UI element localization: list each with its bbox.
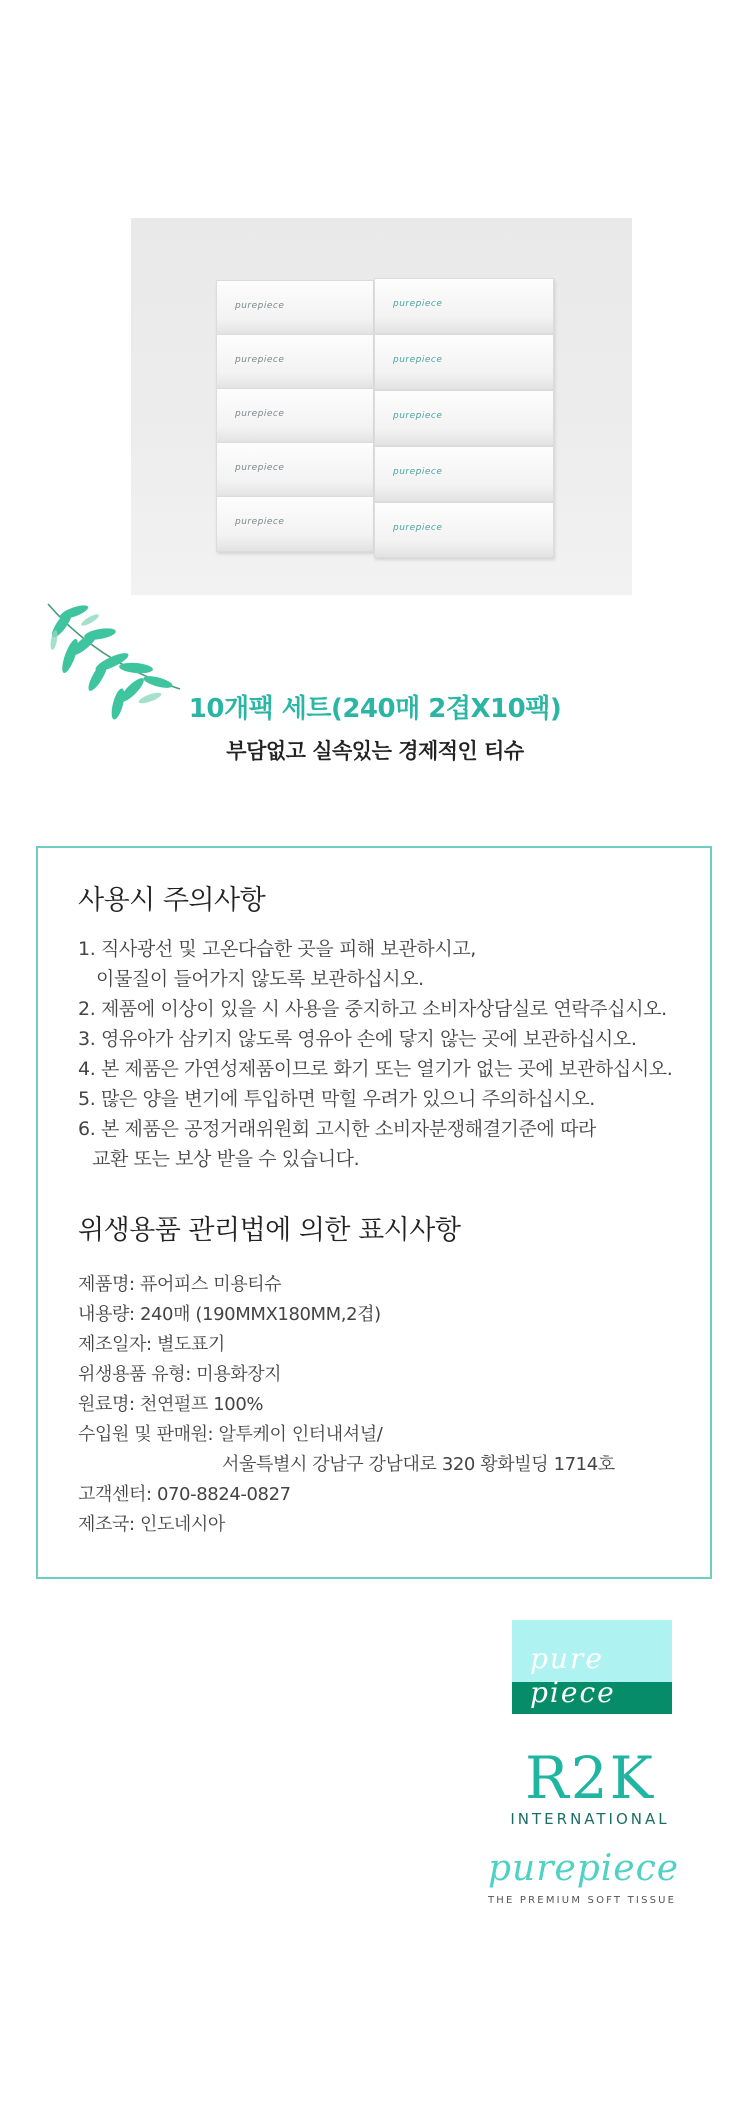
headline: 10개팩 세트(240매 2겹X10팩): [188, 694, 562, 724]
labeling-title: 위생용품 관리법에 의한 표시사항: [78, 1215, 461, 1246]
caution-item: 이물질이 들어가지 않도록 보관하십시오.: [96, 968, 424, 990]
tissue-box: purepiece: [216, 442, 374, 498]
spec-line: 수입원 및 판매원: 알투케이 인터내셔널/: [78, 1424, 383, 1445]
r2k-logo: [505, 1744, 675, 1828]
logo-word-pure: pure: [530, 1642, 604, 1675]
caution-item: 3. 영유아가 삼키지 않도록 영유아 손에 닿지 않는 곳에 보관하십시오.: [78, 1028, 637, 1050]
spec-line: 제조국: 인도네시아: [78, 1514, 225, 1535]
tissue-box: purepiece: [216, 280, 374, 336]
product-photo: [131, 218, 632, 595]
logo-word-piece: piece: [530, 1676, 616, 1709]
spec-line: 내용량: 240매 (190MMX180MM,2겹): [78, 1304, 381, 1325]
notice-box: [36, 846, 712, 1579]
spec-line: 고객센터: 070-8824-0827: [78, 1484, 291, 1505]
r2k-subtitle: INTERNATIONAL: [510, 1810, 670, 1828]
spec-line: 제조일자: 별도표기: [78, 1334, 225, 1355]
subline: 부담없고 실속있는 경제적인 티슈: [226, 739, 524, 763]
tissue-box: purepiece: [374, 446, 554, 502]
purepiece-wordmark-logo: [488, 1849, 688, 1906]
spec-line: 원료명: 천연펄프 100%: [78, 1394, 264, 1415]
caution-item: 2. 제품에 이상이 있을 시 사용을 중지하고 소비자상담실로 연락주십시오.: [78, 998, 667, 1020]
caution-item: 5. 많은 양을 변기에 투입하면 막힐 우려가 있으니 주의하십시오.: [78, 1088, 595, 1110]
tissue-box: purepiece: [374, 502, 554, 558]
purepiece-tagline: THE PREMIUM SOFT TISSUE: [488, 1895, 677, 1906]
tissue-box: purepiece: [374, 278, 554, 334]
spec-line: 서울특별시 강남구 강남대로 320 황화빌딩 1714호: [222, 1454, 615, 1475]
caution-item: 6. 본 제품은 공정거래위원회 고시한 소비자분쟁해결기준에 따라: [78, 1118, 596, 1140]
purepiece-square-logo: [512, 1620, 672, 1714]
tissue-box: purepiece: [216, 388, 374, 444]
tissue-box: purepiece: [216, 496, 374, 552]
purepiece-wordmark: purepiece: [488, 1848, 680, 1889]
caution-title: 사용시 주의사항: [78, 885, 266, 916]
spec-line: 제품명: 퓨어피스 미용티슈: [78, 1274, 282, 1295]
r2k-wordmark: R2K: [525, 1744, 655, 1812]
caution-item: 1. 직사광선 및 고온다습한 곳을 피해 보관하시고,: [78, 938, 476, 960]
caution-item: 교환 또는 보상 받을 수 있습니다.: [92, 1148, 360, 1170]
tissue-box: purepiece: [216, 334, 374, 390]
caution-item: 4. 본 제품은 가연성제품이므로 화기 또는 열기가 없는 곳에 보관하십시오.: [78, 1058, 673, 1080]
spec-line: 위생용품 유형: 미용화장지: [78, 1364, 282, 1385]
tissue-box: purepiece: [374, 334, 554, 390]
tissue-box: purepiece: [374, 390, 554, 446]
